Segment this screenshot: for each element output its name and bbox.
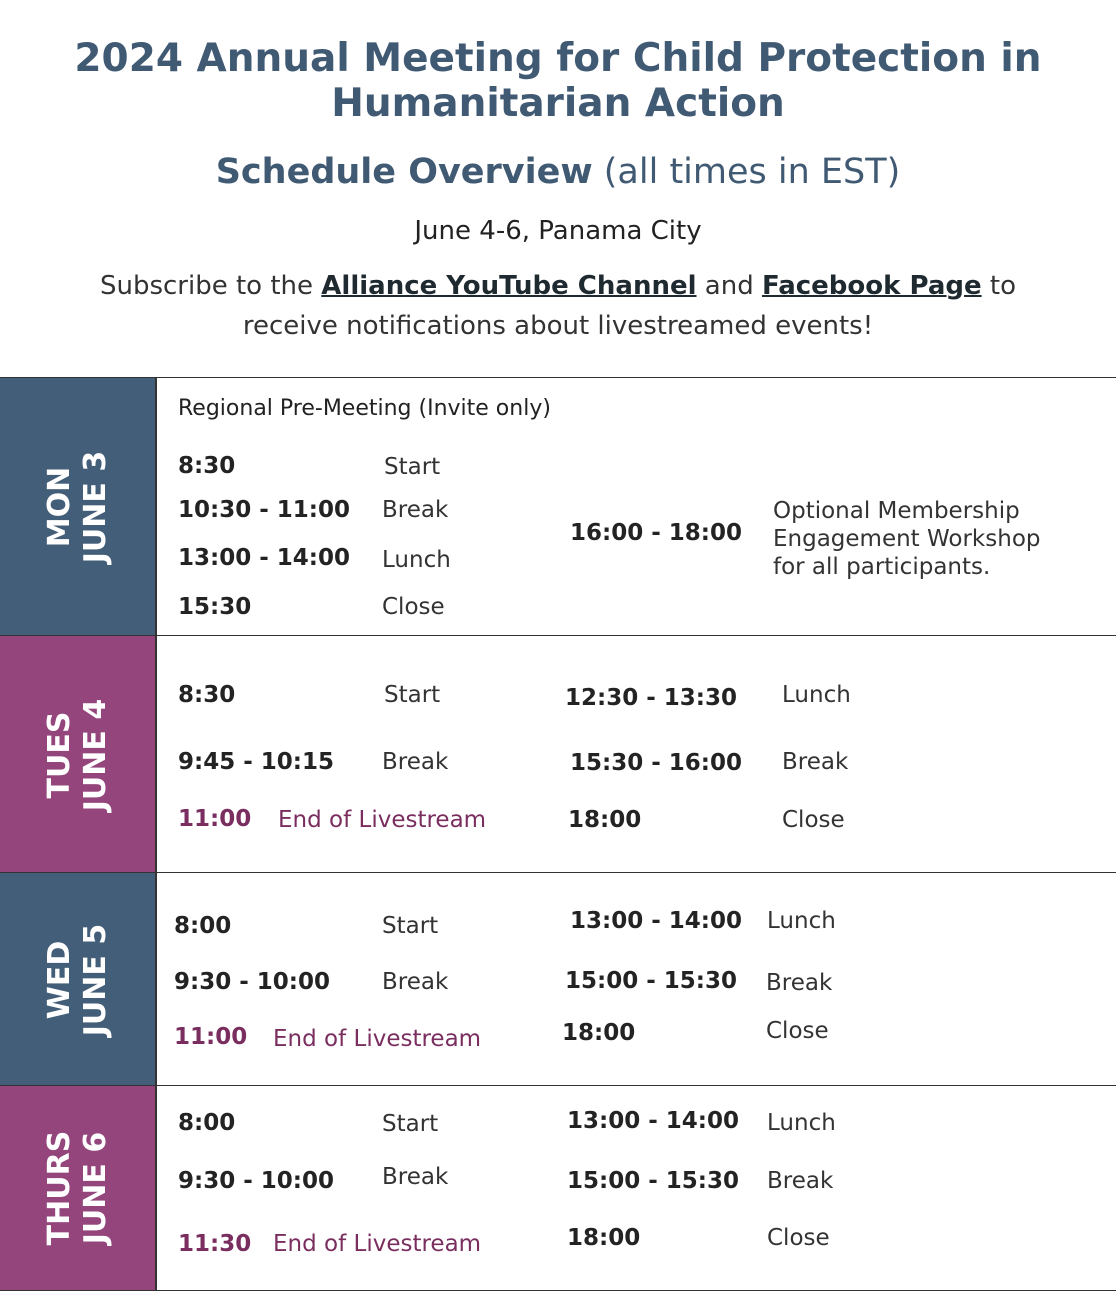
time: 9:45 - 10:15 <box>178 749 334 775</box>
time: 13:00 - 14:00 <box>570 908 742 934</box>
subscribe-text <box>0 266 1116 346</box>
time: 10:30 - 11:00 <box>178 497 350 523</box>
activity: Close <box>382 594 445 620</box>
activity: Lunch <box>767 908 836 934</box>
day-name: MON <box>42 466 77 548</box>
activity: Close <box>767 1225 830 1251</box>
activity: Break <box>382 497 449 523</box>
title-line-2: Humanitarian Action <box>331 81 785 126</box>
time: 9:30 - 10:00 <box>178 1168 334 1194</box>
subtitle-strong: Schedule Overview <box>215 152 593 192</box>
activity: Break <box>382 969 449 995</box>
time: 13:00 - 14:00 <box>567 1108 739 1134</box>
activity: Lunch <box>767 1110 836 1136</box>
time: 15:30 <box>178 594 252 620</box>
activity: Break <box>382 749 449 775</box>
day-label-mon <box>0 378 156 636</box>
day-row-wed <box>0 872 1116 1086</box>
divider <box>155 636 157 873</box>
day-row-thu <box>0 1085 1116 1291</box>
page-title <box>0 36 1116 126</box>
time: 18:00 <box>562 1020 636 1046</box>
day-row-tue <box>0 635 1116 873</box>
divider <box>155 1086 157 1290</box>
time: 15:30 - 16:00 <box>570 750 742 776</box>
day-date: JUNE 4 <box>78 698 113 811</box>
subscribe-to: to <box>981 271 1016 301</box>
activity: Lunch <box>782 682 851 708</box>
time: 18:00 <box>567 1225 641 1251</box>
activity: Lunch <box>382 547 451 573</box>
activity: Start <box>384 682 441 708</box>
subtitle-rest: (all times in EST) <box>592 152 901 192</box>
activity: Close <box>782 807 845 833</box>
day-name: WED <box>42 940 77 1019</box>
day-date: JUNE 6 <box>78 1131 113 1245</box>
livestream-end-time: 11:00 <box>178 806 252 832</box>
time: 8:00 <box>174 913 232 939</box>
event-dates: June 4-6, Panama City <box>414 216 702 246</box>
facebook-page-link[interactable]: Facebook Page <box>761 271 982 301</box>
livestream-end-time: 11:00 <box>174 1024 248 1050</box>
activity: Start <box>382 1111 439 1137</box>
time: 13:00 - 14:00 <box>178 545 350 571</box>
title-line-1: 2024 Annual Meeting for Child Protection in <box>74 36 1042 81</box>
day-label-tue <box>0 636 156 873</box>
subscribe-and: and <box>696 271 762 301</box>
activity: Start <box>382 913 439 939</box>
activity: Close <box>766 1018 829 1044</box>
day-row-mon <box>0 377 1116 636</box>
day-name: TUES <box>42 711 77 798</box>
optional-time: 16:00 - 18:00 <box>570 520 742 546</box>
time: 15:00 - 15:30 <box>567 1168 739 1194</box>
divider <box>155 378 157 636</box>
livestream-end-time: 11:30 <box>178 1231 252 1257</box>
day-label-wed <box>0 873 156 1086</box>
time: 12:30 - 13:30 <box>565 685 737 711</box>
time: 8:30 <box>178 682 236 708</box>
pre-meeting-note: Regional Pre-Meeting (Invite only) <box>178 396 551 421</box>
day-date: JUNE 5 <box>78 923 113 1036</box>
subscribe-line-2: receive notifications about livestreamed events! <box>242 311 874 341</box>
divider <box>155 873 157 1086</box>
day-date: JUNE 3 <box>78 450 113 564</box>
livestream-end-label: End of Livestream <box>273 1231 482 1257</box>
time: 8:00 <box>178 1110 236 1136</box>
subtitle <box>0 150 1116 194</box>
day-name: THURS <box>42 1130 77 1246</box>
time: 8:30 <box>178 453 236 479</box>
activity: Break <box>766 970 833 996</box>
livestream-end-label: End of Livestream <box>278 807 487 833</box>
activity: Start <box>384 454 441 480</box>
optional-workshop-note: Optional Membership Engagement Workshop for all participants. <box>773 498 1041 580</box>
youtube-channel-link[interactable]: Alliance YouTube Channel <box>321 271 697 301</box>
activity: Break <box>782 749 849 775</box>
subscribe-pre: Subscribe to the <box>99 271 322 301</box>
livestream-end-label: End of Livestream <box>273 1026 482 1052</box>
time: 9:30 - 10:00 <box>174 969 330 995</box>
time: 15:00 - 15:30 <box>565 968 737 994</box>
activity: Break <box>382 1164 449 1190</box>
activity: Break <box>767 1168 834 1194</box>
time: 18:00 <box>568 807 642 833</box>
day-label-thu <box>0 1086 156 1290</box>
